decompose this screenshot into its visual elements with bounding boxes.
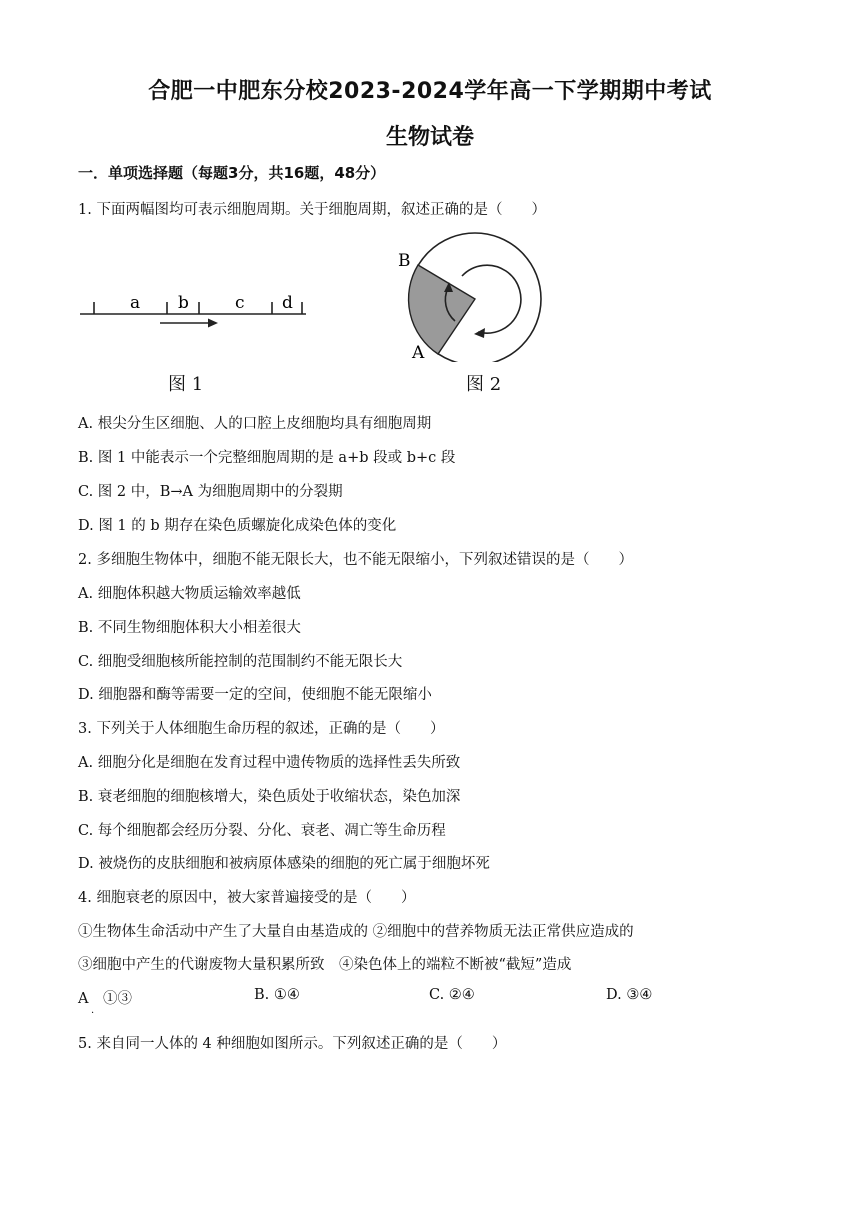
question-1-option-c: C. 图 2 中，B→A 为细胞周期中的分裂期 [78, 484, 343, 500]
exam-title: 合肥一中肥东分校2023-2024学年高一下学期期中考试 [148, 79, 712, 104]
question-3-option-d: D. 被烧伤的皮肤细胞和被病原体感染的细胞的死亡属于细胞坏死 [78, 856, 490, 872]
question-3-option-a: A. 细胞分化是细胞在发育过程中遗传物质的选择性丢失所致 [78, 755, 461, 771]
question-2-option-c: C. 细胞受细胞核所能控制的范围制约不能无限长大 [78, 654, 403, 670]
figure-2-caption: 图 2 [466, 374, 502, 395]
figure-1-linear-cycle [76, 280, 316, 340]
point-label-a: A [412, 343, 425, 362]
point-label-b: B [398, 251, 411, 271]
figure-1-caption: 图 1 [168, 374, 204, 395]
segment-label-b: b [178, 293, 189, 313]
segment-label-a: a [130, 293, 141, 313]
question-4-statements-2: ③细胞中产生的代谢废物大量积累所致 ④染色体上的端粒不断被“截短”造成 [78, 957, 572, 973]
question-3-option-b: B. 衰老细胞的细胞核增大，染色质处于收缩状态，染色加深 [78, 789, 461, 805]
question-1-option-d: D. 图 1 的 b 期存在染色质螺旋化成染色体的变化 [78, 518, 397, 534]
question-2-option-a: A. 细胞体积越大物质运输效率越低 [78, 586, 301, 602]
question-3-stem: 3. 下列关于人体细胞生命历程的叙述，正确的是（ ） [78, 721, 445, 737]
question-5-stem: 5. 来自同一人体的 4 种细胞如图所示。下列叙述正确的是（ ） [78, 1036, 507, 1052]
question-2-stem: 2. 多细胞生物体中，细胞不能无限长大，也不能无限缩小，下列叙述错误的是（ ） [78, 552, 633, 568]
question-4-option-c: C. ②④ [429, 987, 475, 1003]
question-2-option-b: B. 不同生物细胞体积大小相差很大 [78, 620, 301, 636]
question-1-stem: 1. 下面两幅图均可表示细胞周期。关于细胞周期，叙述正确的是（ ） [78, 202, 546, 218]
figure-2-circular-cycle [392, 232, 552, 362]
segment-label-c: c [235, 293, 245, 313]
exam-subtitle: 生物试卷 [385, 125, 474, 150]
question-4-option-a: A ①③ [78, 991, 132, 1007]
question-2-option-d: D. 细胞器和酶等需要一定的空间，使细胞不能无限缩小 [78, 687, 432, 703]
question-4-statements-1: ①生物体生命活动中产生了大量自由基造成的 ②细胞中的营养物质无法正常供应造成的 [78, 924, 634, 940]
question-4-option-d: D. ③④ [606, 987, 653, 1003]
question-4-option-b: B. ①④ [254, 987, 300, 1003]
stray-dot: · [91, 1008, 95, 1019]
question-1-option-b: B. 图 1 中能表示一个完整细胞周期的是 a+b 段或 b+c 段 [78, 450, 456, 466]
question-3-option-c: C. 每个细胞都会经历分裂、分化、衰老、凋亡等生命历程 [78, 823, 446, 839]
question-4-stem: 4. 细胞衰老的原因中，被大家普遍接受的是（ ） [78, 890, 416, 906]
segment-label-d: d [282, 293, 293, 313]
section-heading: 一．单项选择题（每题3分，共16题，48分） [78, 164, 386, 182]
question-1-option-a: A. 根尖分生区细胞、人的口腔上皮细胞均具有细胞周期 [78, 416, 432, 432]
